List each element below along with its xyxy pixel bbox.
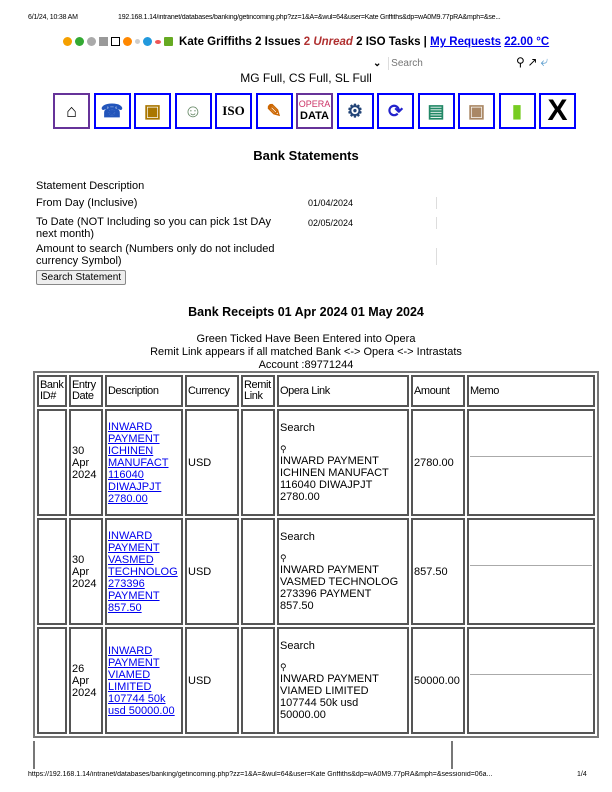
unread-badge[interactable]: 2 Unread <box>303 36 353 48</box>
access-levels: MG Full, CS Full, SL Full <box>240 71 372 85</box>
chat-icon[interactable] <box>143 37 152 46</box>
table-row <box>37 409 595 516</box>
box-icon[interactable]: ▣ <box>458 93 495 129</box>
entry-date-cell: 30 Apr 2024 <box>69 409 103 516</box>
window-icon[interactable] <box>111 37 120 46</box>
currency-cell: USD <box>185 518 239 625</box>
search-bar <box>373 53 548 70</box>
note-green-ticked: Green Ticked Have Been Entered into Opera <box>196 333 416 345</box>
col-entry-date: Entry Date <box>69 375 103 407</box>
description-cell <box>105 627 183 734</box>
refresh-icon[interactable]: ⟳ <box>377 93 414 129</box>
search-statement-button[interactable]: Search Statement <box>36 270 126 285</box>
col-bank-id: Bank ID# <box>37 375 67 407</box>
opera-data-icon[interactable]: OPERA DATA <box>296 93 333 129</box>
grid-icon[interactable] <box>99 37 108 46</box>
receipts-title: Bank Receipts 01 Apr 2024 01 May 2024 <box>188 305 424 319</box>
close-icon[interactable]: X <box>539 93 576 129</box>
amount-cell: 50000.00 <box>411 627 465 734</box>
col-memo: Memo <box>467 375 595 407</box>
statement-description-label: Statement Description <box>36 180 145 192</box>
col-remit-link: Remit Link <box>241 375 275 407</box>
opera-link-cell <box>277 518 409 625</box>
back-icon[interactable]: ⤶ <box>540 53 549 69</box>
remit-link-cell <box>241 409 275 516</box>
receipts-notes <box>0 333 612 372</box>
treasure-icon[interactable]: ▣ <box>134 93 171 129</box>
opera-link-cell <box>277 627 409 734</box>
entry-date-cell: 26 Apr 2024 <box>69 627 103 734</box>
col-currency: Currency <box>185 375 239 407</box>
statement-form <box>36 180 436 285</box>
temperature: 22.00 °C <box>504 36 550 48</box>
table-row <box>37 518 595 625</box>
opera-search-label: Search <box>280 640 315 652</box>
currency-cell: USD <box>185 409 239 516</box>
my-requests-link[interactable]: My Requests <box>430 36 502 48</box>
page-title: Bank Statements <box>253 148 359 163</box>
bank-id-cell <box>37 627 67 734</box>
search-icon[interactable]: ⚲ <box>515 55 525 69</box>
receipts-table <box>33 371 599 738</box>
table-header <box>37 375 595 407</box>
help-icon[interactable] <box>123 37 132 46</box>
search-icon[interactable]: ⚲ <box>280 444 287 454</box>
recycle-icon[interactable] <box>75 37 84 46</box>
user-name: Kate Griffiths <box>179 36 252 48</box>
issues-count[interactable]: 2 Issues <box>255 36 301 48</box>
to-date-input[interactable] <box>306 217 437 229</box>
remit-link-cell <box>241 627 275 734</box>
print-url: 192.168.1.14/intranet/databases/banking/getincoming.php?zz=1&A=&wul=64&user=Kate Griffiths&dp=wA0M9.77pRA&mph=&se... <box>118 14 501 21</box>
dot-icon[interactable] <box>135 39 140 44</box>
amount-input[interactable] <box>306 248 437 265</box>
memo-input[interactable] <box>470 456 592 497</box>
to-label: To Date (NOT Including so you can pick 1st DAy next month) <box>36 216 271 240</box>
search-icon[interactable]: ⚲ <box>280 662 287 672</box>
chevron-down-icon[interactable]: ⌄ <box>373 58 382 69</box>
opera-text: INWARD PAYMENT VIAMED LIMITED 107744 50k usd 50000.00 <box>280 673 379 721</box>
amount-cell: 2780.00 <box>411 409 465 516</box>
entry-date-cell: 30 Apr 2024 <box>69 518 103 625</box>
iso-tasks[interactable]: 2 ISO Tasks | <box>356 36 427 48</box>
opera-search-label: Search <box>280 531 315 543</box>
search-input[interactable] <box>388 57 503 70</box>
from-label: From Day (Inclusive) <box>36 197 138 209</box>
table-row <box>37 627 595 734</box>
home-icon[interactable]: ⌂ <box>53 93 90 129</box>
page-number: 1/4 <box>577 771 587 778</box>
description-cell <box>105 409 183 516</box>
print-datetime: 6/1/24, 10:38 AM <box>28 14 78 21</box>
col-amount: Amount <box>411 375 465 407</box>
search-icon[interactable]: ⚲ <box>280 553 287 563</box>
bank-id-cell <box>37 409 67 516</box>
remit-link-cell <box>241 518 275 625</box>
description-link[interactable]: INWARD PAYMENT ICHINEN MANUFACT 116040 DIWAJPJT 2780.00 <box>108 420 169 505</box>
memo-cell[interactable] <box>467 627 595 734</box>
amount-label: Amount to search (Numbers only do not included currency Symbol) <box>36 243 275 267</box>
col-description: Description <box>105 375 183 407</box>
table-continuation <box>33 741 453 769</box>
settings-icon[interactable] <box>87 37 96 46</box>
star-icon[interactable] <box>63 37 72 46</box>
external-link-icon[interactable]: ↗ <box>527 55 538 69</box>
chart-folder-icon[interactable]: ▤ <box>418 93 455 129</box>
users-icon[interactable]: ☺ <box>175 93 212 129</box>
description-link[interactable]: INWARD PAYMENT VASMED TECHNOLOG 273396 PAYMENT 857.50 <box>108 529 178 614</box>
iso-icon[interactable]: ISO <box>215 93 252 129</box>
amount-cell: 857.50 <box>411 518 465 625</box>
opera-search-label: Search <box>280 422 315 434</box>
opera-text: INWARD PAYMENT VASMED TECHNOLOG 273396 PAYMENT 857.50 <box>280 564 399 612</box>
memo-input[interactable] <box>470 674 592 715</box>
memo-cell[interactable] <box>467 409 595 516</box>
memo-input[interactable] <box>470 565 592 606</box>
currency-cell: USD <box>185 627 239 734</box>
bank-id-cell <box>37 518 67 625</box>
edit-icon[interactable]: ✎ <box>256 93 293 129</box>
col-opera-link: Opera Link <box>277 375 409 407</box>
note-remit-link: Remit Link appears if all matched Bank <-> Opera <-> Intrastats <box>150 346 462 358</box>
description-cell <box>105 518 183 625</box>
toolbar <box>53 93 580 129</box>
opera-text: INWARD PAYMENT ICHINEN MANUFACT 116040 DIWAJPJT 2780.00 <box>280 455 389 503</box>
shop-icon[interactable] <box>164 37 173 46</box>
description-link[interactable]: INWARD PAYMENT VIAMED LIMITED 107744 50k usd 50000.00 <box>108 644 175 717</box>
opera-link-cell <box>277 409 409 516</box>
gears-icon[interactable]: ⚙ <box>337 93 374 129</box>
flag-icon[interactable] <box>155 40 161 44</box>
from-date-input[interactable] <box>306 197 437 209</box>
account-number: Account :89771244 <box>258 359 354 371</box>
memo-cell[interactable] <box>467 518 595 625</box>
book-icon[interactable]: ▮ <box>499 93 536 129</box>
phone-icon[interactable]: ☎ <box>94 93 131 129</box>
print-footer-url: https://192.168.1.14/intranet/databases/banking/getincoming.php?zz=1&A=&wul=64&user=Kate Griffiths&dp=wA0M9.77pRA&mph=&sessionid=06a... <box>28 771 493 778</box>
user-bar <box>0 36 612 48</box>
